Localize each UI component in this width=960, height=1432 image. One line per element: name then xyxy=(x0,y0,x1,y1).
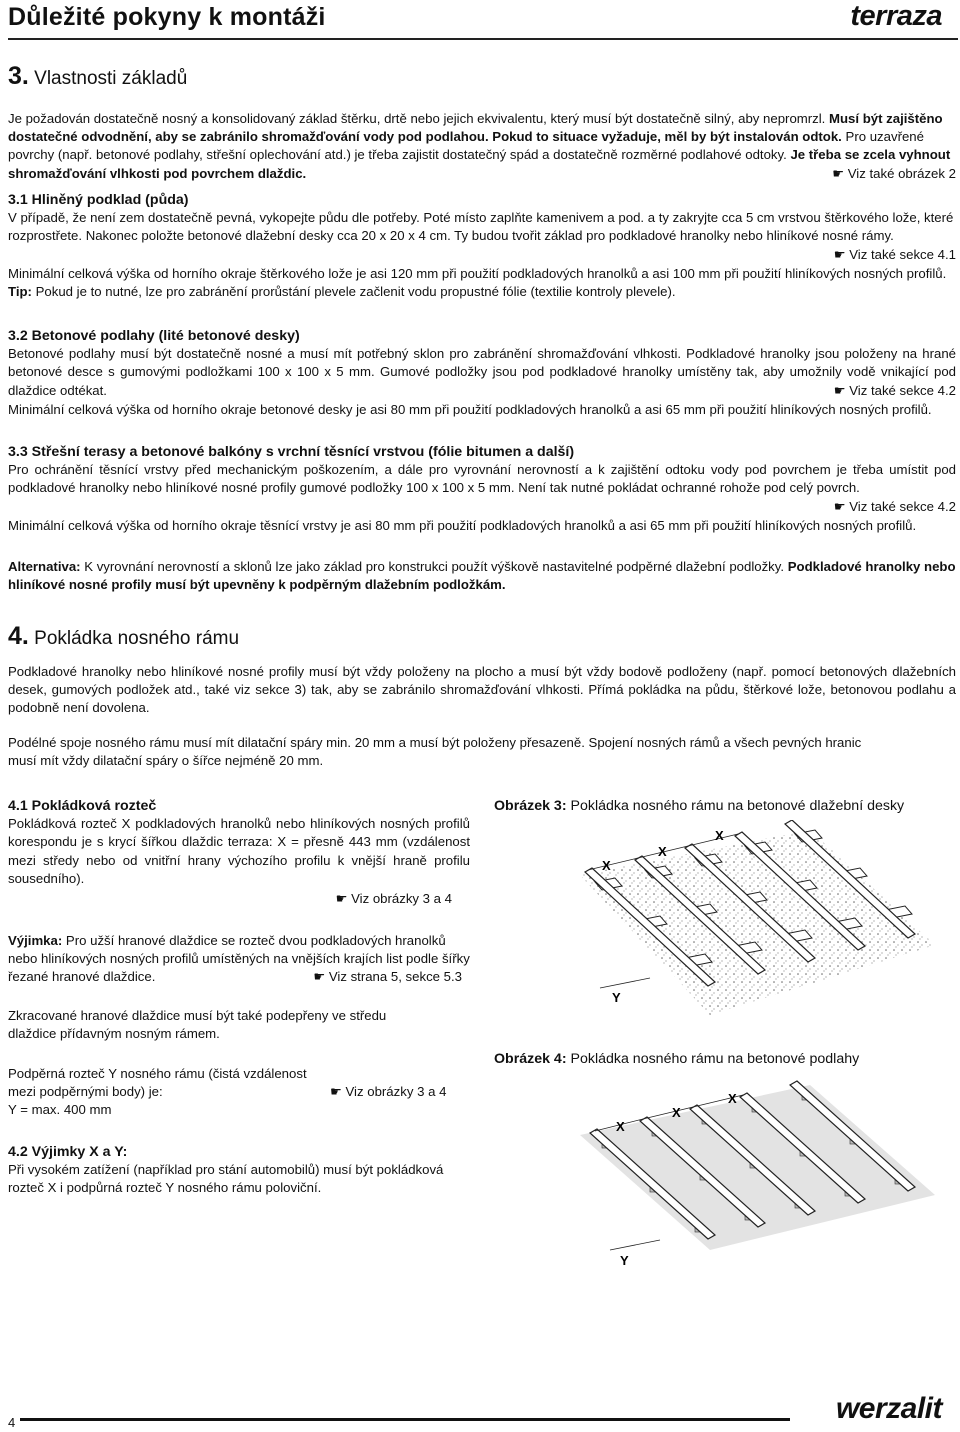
see-page-5-link[interactable]: ☛ Viz strana 5, sekce 5.3 xyxy=(313,969,462,985)
figure-3-x-label-1: X xyxy=(602,858,611,873)
alternative-label: Alternativa: xyxy=(8,559,81,574)
gravel-bed xyxy=(580,830,935,1015)
tip-text: Pokud je to nutné, lze pro zabránění prorůstání plevele začlenit vodu propustné fólie (textilie kontroly plevele). xyxy=(35,284,676,300)
alternative-text: K vyrovnání nerovností a sklonů lze jako základ pro konstrukci použít výškově nastavitelné podpěrné dlažební podložky. xyxy=(84,559,785,574)
header-divider xyxy=(8,38,958,40)
edge-tiles-note xyxy=(8,1007,428,1043)
section-4-intro-2 xyxy=(8,734,888,770)
figure-4-title: Pokládka nosného rámu na betonové podlahy xyxy=(570,1051,860,1067)
section-3-2-height xyxy=(8,401,956,419)
section-4-intro-2-text: Podélné spoje nosného rámu musí mít dilatační spáry min. 20 mm a musí být položeny přesazeně. Spojení nosných rámů a všech pevných hranic musí mít vždy dilatační spáry o šířce nejméně 20 mm. xyxy=(8,735,862,769)
figure-3-title: Pokládka nosného rámu na betonové dlažební desky xyxy=(570,798,905,814)
support-spacing-note xyxy=(8,1065,470,1120)
section-3-number: 3. xyxy=(8,62,29,90)
exception-text: Pro užší hranové dlaždice se rozteč dvou podkladových hranolků nebo hliníkových nosných profilů umístěných na vnějších krajích list podle šířky řezané hranové dlaždice. xyxy=(8,933,470,985)
section-4-2 xyxy=(8,1143,470,1198)
section-3-2 xyxy=(8,327,956,400)
section-3-3-height xyxy=(8,517,956,535)
figure-3-label: Obrázek 3: xyxy=(494,798,567,814)
section-4-intro-1-text: Podkladové hranolky nebo hliníkové nosné profily musí být vždy položeny na plocho a musí být vždy bodově podloženy (např. pomocí betonových dlažebních desek, gumových podložek atd., také viz sekce 3) tak, aby se zabránilo shromažďování vlhkosti. Přímá pokládka na půdu, štěrkové lože, betonovou podlahu a podobně není dovolena. xyxy=(8,664,956,716)
section-3-1-height-text: Minimální celková výška od horního okraje štěrkového lože je asi 120 mm při použití podkladových hranolků a asi 100 mm při použití hliníkových nosných profilů. xyxy=(8,266,947,281)
section-4-2-title: 4.2 Výjimky X a Y: xyxy=(8,1144,128,1160)
section-4-2-text: Při vysokém zatížení (například pro stání automobilů) musí být pokládková rozteč X i podpůrná rozteč Y nosného rámu poloviční. xyxy=(8,1162,444,1196)
section-4-1-title: 4.1 Pokládková rozteč xyxy=(8,798,157,814)
section-3-1-title: 3.1 Hliněný podklad (půda) xyxy=(8,192,189,208)
section-3-2-text: Betonové podlahy musí být dostatečně nosné a musí mít potřebný sklon pro zabránění shromažďování vlhkosti. Podkladové hranolky jsou položeny na hrané betonové desce s gumovými podložkami 100 x 100 x 5 mm. Gumové podložky jsou pod podkladové hranolky umístěny tak, aby umožnily vodě vnikající pod dlaždice odtékat. xyxy=(8,346,956,398)
figure-4-illustration xyxy=(540,1075,940,1275)
section-3-3-text: Pro ochránění těsnící vrstvy před mechanickým poškozením, a dále pro vyrovnání nerovností a k zajištění odtoku vody pod povrchem je třeba umístit pod podkladové hranolky nebo hliníkové nosné profily gumové podložky 100 x 100 x 5 mm. Není tak nutné pokládat ochranné rohože pod celý povrch. xyxy=(8,462,956,496)
intro-closed-surfaces-text: Pro uzavřené povrchy (např. betonové podlahy, střešní oplechování atd.) je třeba zajistit dostatečný spád a dostatečně rozměrné podlahové odtoky. xyxy=(8,129,924,163)
section-4-heading xyxy=(8,624,239,651)
section-3-heading xyxy=(8,64,187,91)
alternative-note xyxy=(8,558,956,594)
see-figures-3-4-link[interactable]: ☛ Viz obrázky 3 a 4 xyxy=(335,891,452,907)
section-3-3-title: 3.3 Střešní terasy a betonové balkóny s vrchní těsnící vrstvou (fólie bitumen a další) xyxy=(8,444,575,460)
section-3-3 xyxy=(8,443,956,516)
section-3-3-height-text: Minimální celková výška od horního okraje těsnící vrstvy je asi 80 mm při použití podkladových hranolků a asi 65 mm při použití hliníkových nosných profilů. xyxy=(8,518,917,533)
brand-logo-terraza: terraza xyxy=(850,0,942,32)
alternative-bold-text: Podkladové hranolky nebo hliníkové nosné profily musí být upevněny k podpěrným dlažebním podložkám. xyxy=(8,559,956,593)
section-4-number: 4. xyxy=(8,622,29,650)
see-figures-3-4-link-2[interactable]: ☛ Viz obrázky 3 a 4 xyxy=(330,1084,447,1099)
section-4-intro-1 xyxy=(8,663,956,718)
exception-label: Výjimka: xyxy=(8,933,63,948)
section-3-1-text: V případě, že není zem dostatečně pevná, vykopejte půdu dle potřeby. Poté místo zaplňte kamenivem a pod. a ty zakryjte cca 5 cm vrstvou štěrkového lože, které rozprostřete. Nakonec položte betonové dlažební desky cca 20 x 20 x 4 cm. Ty budou tvořit základ pro podkladové hranolky nebo hliníkové nosné rámy. xyxy=(8,210,954,244)
see-section-4-2-link-2[interactable]: ☛ Viz také sekce 4.2 xyxy=(833,498,956,514)
tip-label: Tip: xyxy=(8,284,32,300)
figure-3-x-label-2: X xyxy=(658,844,667,859)
section-3-1 xyxy=(8,191,956,264)
edge-tiles-text: Zkracované hranové dlaždice musí být také podepřeny ve středu dlaždice přídavným nosným rámem. xyxy=(8,1008,387,1042)
figure-4-x-label-1: X xyxy=(616,1119,625,1134)
figure-4-y-label: Y xyxy=(620,1253,629,1268)
figure-4-label: Obrázek 4: xyxy=(494,1051,567,1067)
support-spacing-value: Y = max. 400 mm xyxy=(8,1102,112,1118)
exception-note xyxy=(8,932,470,987)
section-4-1 xyxy=(8,797,470,908)
brand-logo-werzalit: werzalit xyxy=(835,1392,942,1425)
section-3-1-height xyxy=(8,265,956,301)
section-3-2-title: 3.2 Betonové podlahy (lité betonové desky) xyxy=(8,328,300,344)
see-section-4-1-link[interactable]: ☛ Viz také sekce 4.1 xyxy=(833,246,956,262)
see-figure-2-link[interactable]: ☛ Viz také obrázek 2 xyxy=(832,165,956,181)
section-3-2-height-text: Minimální celková výška od horního okraje betonové desky je asi 80 mm při použití podkladových hranolků a asi 65 mm při použití hliníkových nosných profilů. xyxy=(8,402,932,417)
figure-4-caption xyxy=(494,1049,859,1069)
section-4-title: Pokládka nosného rámu xyxy=(34,628,240,649)
section-3-intro xyxy=(8,110,956,183)
figure-3-x-label-3: X xyxy=(715,828,724,843)
figure-3-y-label: Y xyxy=(612,990,621,1005)
figure-3-caption xyxy=(494,796,904,816)
figure-4-x-label-3: X xyxy=(728,1091,737,1106)
footer-divider xyxy=(20,1418,790,1421)
figure-4-x-label-2: X xyxy=(672,1105,681,1120)
section-3-title: Vlastnosti základů xyxy=(34,68,188,89)
intro-drainage-text: Musí být zajištěno dostatečné odvodnění, aby se zabránilo shromažďování vody pod podlahou. Pokud to situace vyžaduje, měl by být instalován odtok. xyxy=(8,111,943,145)
section-4-1-text: Pokládková rozteč X podkladových hranolků nebo hliníkových nosných profilů korespondu je s krycí šířkou dlaždic terraza: X = přesně 443 mm (vzdálenost mezi středy nebo od vnitřní hrany výchozího profilu k vnější hraně profilu sousedního). xyxy=(8,816,470,886)
intro-text: Je požadován dostatečně nosný a konsolidovaný základ štěrku, drtě nebo jejich ekvivalentu, který musí být dostatečně silný, aby nepromrzl. xyxy=(8,111,826,126)
support-spacing-text: Podpěrná rozteč Y nosného rámu (čistá vzdálenost mezi podpěrnými body) je: xyxy=(8,1066,307,1100)
figure-3-illustration xyxy=(540,820,940,1035)
see-section-4-2-link[interactable]: ☛ Viz také sekce 4.2 xyxy=(833,382,956,398)
page-title: Důležité pokyny k montáži xyxy=(8,3,326,31)
page-number: 4 xyxy=(8,1415,16,1430)
intro-moisture-text: Je třeba se zcela vyhnout shromažďování vlhkosti pod povrchem dlaždic. xyxy=(8,147,951,181)
